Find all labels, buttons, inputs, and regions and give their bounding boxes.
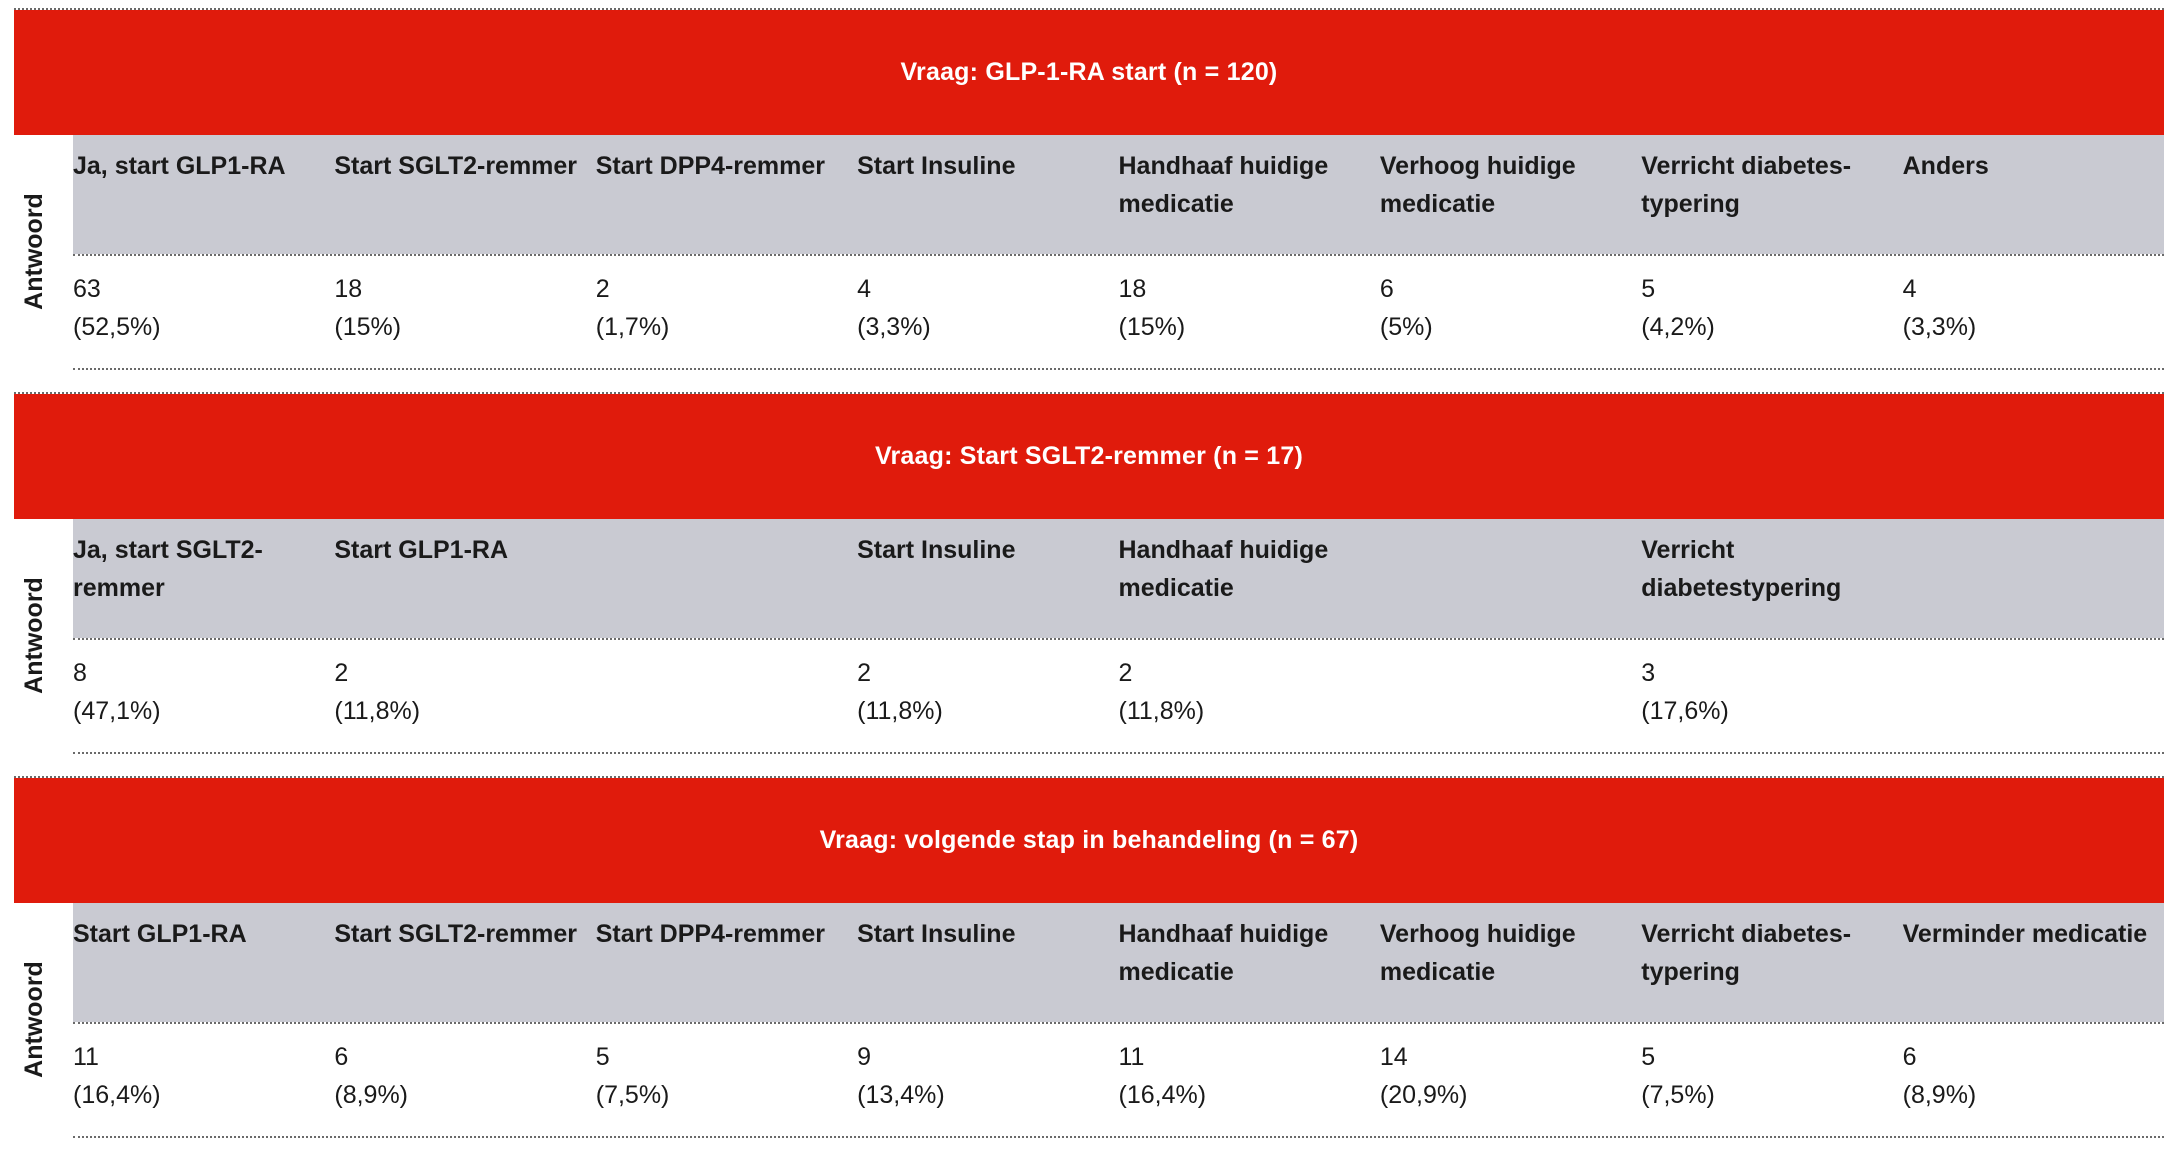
- answer-side-label: Antwoord: [19, 577, 48, 694]
- answer-header: Handhaaf huidige medicatie: [1119, 135, 1380, 254]
- answer-header: Verricht diabetes-typering: [1641, 135, 1902, 254]
- answer-side-label: Antwoord: [19, 193, 48, 310]
- answer-header: Handhaaf huidige medicatie: [1119, 903, 1380, 1022]
- answer-header: Start Insuline: [857, 135, 1118, 254]
- answer-value: 9 (13,4%): [857, 1024, 1118, 1136]
- answer-value: 14 (20,9%): [1380, 1024, 1641, 1136]
- answer-header: Start SGLT2-remmer: [334, 135, 595, 254]
- answer-header: Start DPP4-remmer: [596, 135, 857, 254]
- answer-section: [14, 135, 2164, 368]
- answer-value: 2 (1,7%): [596, 256, 857, 368]
- answer-value: 3 (17,6%): [1641, 640, 1902, 752]
- answer-value: 6 (8,9%): [334, 1024, 595, 1136]
- answer-header: Anders: [1903, 135, 2164, 254]
- answer-value: 6 (5%): [1380, 256, 1641, 368]
- answer-header: Handhaaf huidige medicatie: [1119, 519, 1380, 638]
- answer-value: 8 (47,1%): [73, 640, 334, 752]
- answer-value: [596, 640, 857, 752]
- answer-value: 11 (16,4%): [73, 1024, 334, 1136]
- answer-header: Verricht diabetestypering: [1641, 519, 1902, 638]
- bottom-divider: [73, 368, 2164, 370]
- question-table-next-step: [14, 776, 2164, 1138]
- question-title: Vraag: GLP-1-RA start (n = 120): [14, 10, 2164, 135]
- answer-value: 18 (15%): [1119, 256, 1380, 368]
- answer-section: [14, 519, 2164, 752]
- answer-header: Start Insuline: [857, 903, 1118, 1022]
- answer-header: [1380, 519, 1641, 638]
- answer-value: 4 (3,3%): [857, 256, 1118, 368]
- bottom-divider: [73, 1136, 2164, 1138]
- answer-value: 2 (11,8%): [857, 640, 1118, 752]
- answer-value: 11 (16,4%): [1119, 1024, 1380, 1136]
- answer-value: 2 (11,8%): [334, 640, 595, 752]
- answer-header: [596, 519, 857, 638]
- answer-header: Start DPP4-remmer: [596, 903, 857, 1022]
- answer-header: Verhoog huidige medicatie: [1380, 135, 1641, 254]
- survey-tables: [14, 8, 2164, 1160]
- answer-header: Ja, start SGLT2-remmer: [73, 519, 334, 638]
- question-table-sglt2-start: [14, 392, 2164, 754]
- question-title: Vraag: Start SGLT2-remmer (n = 17): [14, 394, 2164, 519]
- answer-header: [1903, 519, 2164, 638]
- bottom-divider: [73, 752, 2164, 754]
- answer-header: Verhoog huidige medicatie: [1380, 903, 1641, 1022]
- answer-side-label: Antwoord: [19, 961, 48, 1078]
- answer-value: 5 (7,5%): [1641, 1024, 1902, 1136]
- answer-value: [1903, 640, 2164, 752]
- answer-value: 6 (8,9%): [1903, 1024, 2164, 1136]
- answer-header: Start GLP1-RA: [73, 903, 334, 1022]
- answer-section: [14, 903, 2164, 1136]
- answer-header: Start Insuline: [857, 519, 1118, 638]
- answer-header: Start SGLT2-remmer: [334, 903, 595, 1022]
- answer-value: 63 (52,5%): [73, 256, 334, 368]
- answer-value: 5 (7,5%): [596, 1024, 857, 1136]
- answer-header: Start GLP1-RA: [334, 519, 595, 638]
- answer-value: 18 (15%): [334, 256, 595, 368]
- answer-header: Ja, start GLP1-RA: [73, 135, 334, 254]
- answer-header: Verricht diabetes-typering: [1641, 903, 1902, 1022]
- answer-value: 5 (4,2%): [1641, 256, 1902, 368]
- answer-value: [1380, 640, 1641, 752]
- answer-value: 2 (11,8%): [1119, 640, 1380, 752]
- answer-header: Verminder medicatie: [1903, 903, 2164, 1022]
- question-title: Vraag: volgende stap in behandeling (n = 67): [14, 778, 2164, 903]
- answer-value: 4 (3,3%): [1903, 256, 2164, 368]
- question-table-glp1-start: [14, 8, 2164, 370]
